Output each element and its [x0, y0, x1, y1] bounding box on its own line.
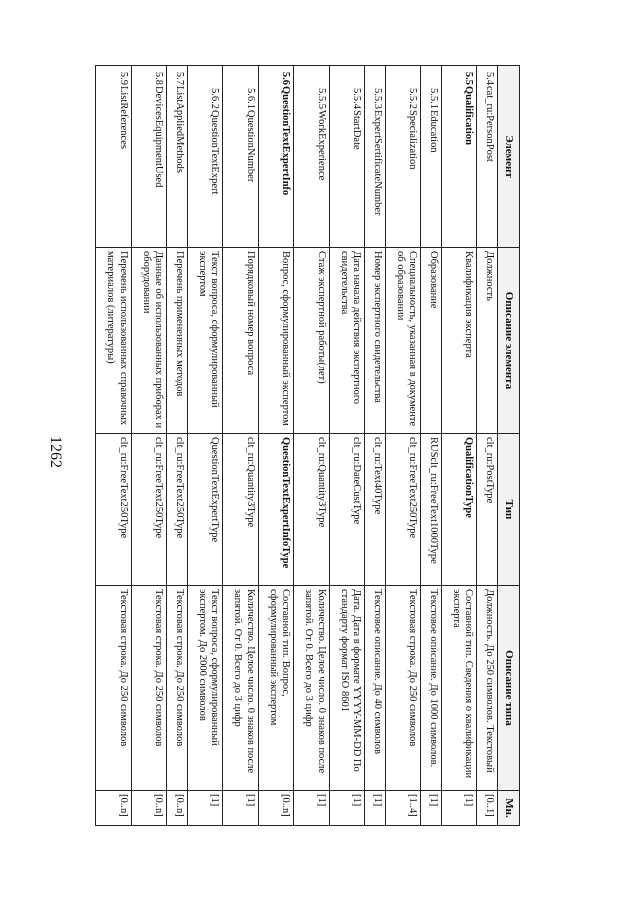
cell-type: RUSclt_ru:FreeText1000Type — [421, 434, 442, 586]
element-name: StartDate — [350, 110, 362, 150]
element-name: ListReferences — [117, 86, 129, 149]
element-number: 5.7 — [173, 71, 185, 85]
cell-type: clt_ru:PostType — [477, 434, 498, 586]
cell-element-desc: Должность — [477, 248, 498, 434]
table-header-row — [498, 66, 520, 826]
element-number: 5.5.5 — [315, 88, 327, 109]
header-type-desc: Описание типа — [498, 586, 520, 791]
cell-type: clt_ru:Quantity3Type — [294, 434, 329, 586]
cell-element-desc: Текст вопроса, сформулированный экспертом — [187, 248, 222, 434]
table-row — [187, 66, 222, 826]
cell-element — [131, 66, 166, 248]
header-element: Элемент — [498, 66, 520, 248]
table-row — [167, 66, 188, 826]
header-type: Тип — [498, 434, 520, 586]
rotated-table-container — [95, 65, 520, 825]
element-name: Specialization — [407, 110, 419, 170]
table-row — [364, 66, 385, 826]
cell-type-desc: Текстовое описание. До 1000 символов. — [421, 586, 442, 791]
cell-element-desc: Порядковый номер вопроса — [223, 248, 258, 434]
cell-mn: [0..1] — [477, 791, 498, 826]
cell-element — [167, 66, 188, 248]
element-number: 5.6.2 — [209, 88, 221, 109]
element-name: cat_ru:PersonPost — [484, 86, 495, 162]
cell-element — [258, 66, 293, 248]
element-number: 5.9 — [117, 71, 129, 85]
cell-mn: [1] — [294, 791, 329, 826]
cell-mn: [1..4] — [385, 791, 420, 826]
table-row — [477, 66, 498, 826]
element-name: QuestionTextExpertInfo — [280, 86, 292, 196]
table-row — [131, 66, 166, 826]
element-number: 5.5.1 — [427, 88, 439, 109]
cell-element — [223, 66, 258, 248]
cell-element — [441, 66, 476, 248]
element-number: 5.6.1 — [244, 88, 256, 109]
cell-mn: [1] — [223, 791, 258, 826]
cell-element — [187, 66, 222, 248]
table-row — [223, 66, 258, 826]
cell-type-desc: Текстовое описание. До 40 символов — [364, 586, 385, 791]
cell-type: QuestionTextExpertInfoType — [258, 434, 293, 586]
cell-mn: [1] — [187, 791, 222, 826]
cell-type-desc: Должность. До 250 символов. Текстовый — [477, 586, 498, 791]
cell-type: clt_ru:DateCustType — [329, 434, 364, 586]
cell-element-desc: Квалификация эксперта — [441, 248, 476, 434]
header-element-desc: Описание элемента — [498, 248, 520, 434]
cell-type-desc: Текстовая строка. До 250 символов — [96, 586, 132, 791]
table-row — [421, 66, 442, 826]
cell-type-desc: Составной тип. Вопрос, сформулированный экспертом — [258, 586, 293, 791]
element-name: ListAppliedMethods — [173, 86, 185, 173]
cell-element-desc: Образование — [421, 248, 442, 434]
table-row — [385, 66, 420, 826]
cell-element-desc: Дата начала действия экспертного свидетельства — [329, 248, 364, 434]
element-number: 5.6 — [280, 71, 292, 85]
cell-type-desc: Количество. Целое число. 0 знаков после запятой. От 0. Всего до 3 цифр — [294, 586, 329, 791]
element-number: 5.5.2 — [407, 88, 419, 109]
cell-element — [385, 66, 420, 248]
element-number: 5.4 — [484, 71, 495, 85]
cell-element-desc: Номер экспертного свидетельства — [364, 248, 385, 434]
cell-element — [421, 66, 442, 248]
cell-type: clt_ru:FreeText250Type — [385, 434, 420, 586]
cell-type-desc: Составной тип. Сведения о квалификации эксперта — [441, 586, 476, 791]
cell-type-desc: Текстовая строка. До 250 символов — [385, 586, 420, 791]
element-name: Qualification — [463, 86, 475, 145]
cell-type: clt_ru:Quantity3Type — [223, 434, 258, 586]
cell-element-desc: Вопрос, сформулированный экспертом — [258, 248, 293, 434]
cell-type-desc: Количество. Целое число. 0 знаков после запятой. От 0. Всего до 3 цифр — [223, 586, 258, 791]
cell-element — [96, 66, 132, 248]
cell-mn: [1] — [421, 791, 442, 826]
header-mn: Мн. — [498, 791, 520, 826]
data-table — [95, 65, 520, 826]
table-row — [258, 66, 293, 826]
cell-type-desc: Текстовая строка. До 250 символов — [131, 586, 166, 791]
cell-element-desc: Данные об использованных приборах и оборудовании — [131, 248, 166, 434]
element-name: QuestionTextExpert — [209, 110, 221, 195]
cell-type-desc: Текст вопроса, сформулированный экспертом. До 2000 символов — [187, 586, 222, 791]
cell-mn: [1] — [364, 791, 385, 826]
cell-mn: [1] — [441, 791, 476, 826]
cell-mn: [1] — [329, 791, 364, 826]
cell-type: clt_ru:FreeText250Type — [167, 434, 188, 586]
cell-element-desc: Перечень примененных методов — [167, 248, 188, 434]
element-name: ExpertSertificateNumber — [371, 110, 383, 216]
cell-type-desc: Дата. Дата в формате YYYY-MM-DD По стандарту формат ISO 8601 — [329, 586, 364, 791]
cell-mn: [0..n] — [167, 791, 188, 826]
cell-element — [329, 66, 364, 248]
cell-mn: [0..n] — [258, 791, 293, 826]
table-row — [294, 66, 329, 826]
table-row — [329, 66, 364, 826]
element-name: QuestionNumber — [244, 110, 256, 183]
cell-type: QualificationType — [441, 434, 476, 586]
cell-element-desc: Специальность, указанная в документе об образовании — [385, 248, 420, 434]
cell-type-desc: Текстовая строка. До 250 символов — [167, 586, 188, 791]
element-name: WorkExperience — [315, 110, 327, 181]
page-number: 1262 — [47, 436, 64, 468]
table-row — [96, 66, 132, 826]
cell-type: clt_ru:FreeText250Type — [131, 434, 166, 586]
cell-type: clt_ru:Text40Type — [364, 434, 385, 586]
element-number: 5.5 — [463, 71, 475, 85]
cell-element-desc: Стаж экспертной работы(лет) — [294, 248, 329, 434]
table-row — [441, 66, 476, 826]
cell-element — [477, 66, 498, 248]
cell-type: clt_ru:FreeText250Type — [96, 434, 132, 586]
element-number: 5.8 — [153, 71, 165, 85]
cell-mn: [0..n] — [96, 791, 132, 826]
element-number: 5.5.4 — [350, 88, 362, 109]
element-number: 5.5.3 — [371, 88, 383, 109]
cell-element — [364, 66, 385, 248]
cell-element — [294, 66, 329, 248]
cell-type: QuestionTextExpertType — [187, 434, 222, 586]
element-name: DevicesEquipmentUsed — [153, 86, 165, 188]
element-name: Education — [427, 110, 439, 153]
cell-element-desc: Перечень использованных справочных материалов (литературы) — [96, 248, 132, 434]
cell-mn: [0..n] — [131, 791, 166, 826]
